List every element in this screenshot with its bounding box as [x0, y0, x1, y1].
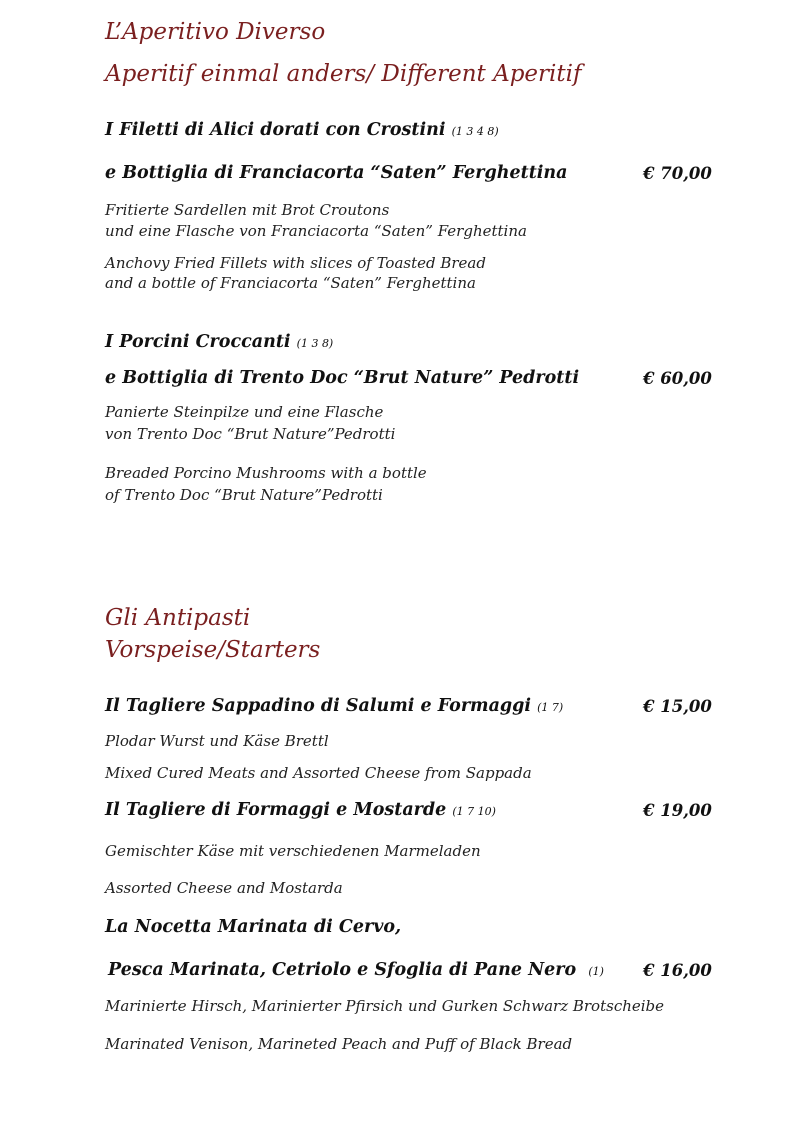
price-tagliere-sappadino: € 15,00: [643, 697, 712, 716]
price-tagliere-formaggi: € 19,00: [643, 801, 712, 820]
desc-nocetta-cervo-de: Marinierte Hirsch, Marinierter Pfirsich und Gurken Schwarz Brotscheibe: [105, 997, 665, 1015]
allergen-codes: (1 7): [537, 701, 564, 714]
desc-tagliere-formaggi-de: Gemischter Käse mit verschiedenen Marmeladen: [105, 842, 481, 860]
section-title-aperitivo: L’Aperitivo Diverso: [105, 19, 326, 45]
price-nocetta-cervo: € 16,00: [643, 961, 712, 980]
dish-alici-name: I Filetti di Alici dorati con Crostini (1 3 4 8): [105, 120, 499, 140]
dish-nocetta-cervo: La Nocetta Marinata di Cervo,: [105, 917, 402, 937]
dish-tagliere-formaggi: Il Tagliere di Formaggi e Mostarde (1 7 10): [105, 800, 496, 820]
desc-alici-en-1: Anchovy Fried Fillets with slices of Toasted Bread: [105, 254, 486, 272]
desc-porcini-en-2: of Trento Doc “Brut Nature”Pedrotti: [105, 486, 383, 504]
allergen-codes: (1 3 4 8): [451, 125, 499, 138]
dish-alici-wine: e Bottiglia di Franciacorta “Saten” Ferghettina: [105, 163, 568, 183]
desc-porcini-en-1: Breaded Porcino Mushrooms with a bottle: [105, 464, 427, 482]
allergen-codes: (1): [588, 965, 604, 978]
desc-alici-en-2: and a bottle of Franciacorta “Saten” Ferghettina: [105, 274, 476, 292]
section-subtitle-aperitivo: Aperitif einmal anders/ Different Aperitif: [105, 61, 582, 87]
desc-tagliere-sappadino-de: Plodar Wurst und Käse Brettl: [105, 732, 329, 750]
desc-tagliere-formaggi-en: Assorted Cheese and Mostarda: [105, 879, 343, 897]
desc-porcini-de-2: von Trento Doc “Brut Nature”Pedrotti: [105, 425, 396, 443]
price-alici: € 70,00: [643, 164, 712, 183]
dish-porcini-wine: e Bottiglia di Trento Doc “Brut Nature” Pedrotti: [105, 368, 580, 388]
desc-alici-de-1: Fritierte Sardellen mit Brot Croutons: [105, 201, 390, 219]
desc-nocetta-cervo-en: Marinated Venison, Marineted Peach and Puff of Black Bread: [105, 1035, 573, 1053]
section-subtitle-antipasti: Vorspeise/Starters: [105, 637, 321, 663]
price-porcini: € 60,00: [643, 369, 712, 388]
dish-tagliere-sappadino: Il Tagliere Sappadino di Salumi e Formaggi (1 7): [105, 696, 564, 716]
allergen-codes: (1 7 10): [452, 805, 496, 818]
dish-nocetta-cervo-line2: Pesca Marinata, Cetriolo e Sfoglia di Pane Nero (1): [108, 960, 604, 980]
allergen-codes: (1 3 8): [296, 337, 334, 350]
desc-porcini-de-1: Panierte Steinpilze und eine Flasche: [105, 403, 384, 421]
desc-alici-de-2: und eine Flasche von Franciacorta “Saten” Ferghettina: [105, 222, 527, 240]
section-title-antipasti: Gli Antipasti: [105, 605, 251, 631]
dish-porcini-name: I Porcini Croccanti (1 3 8): [105, 332, 334, 352]
desc-tagliere-sappadino-en: Mixed Cured Meats and Assorted Cheese from Sappada: [105, 764, 532, 782]
